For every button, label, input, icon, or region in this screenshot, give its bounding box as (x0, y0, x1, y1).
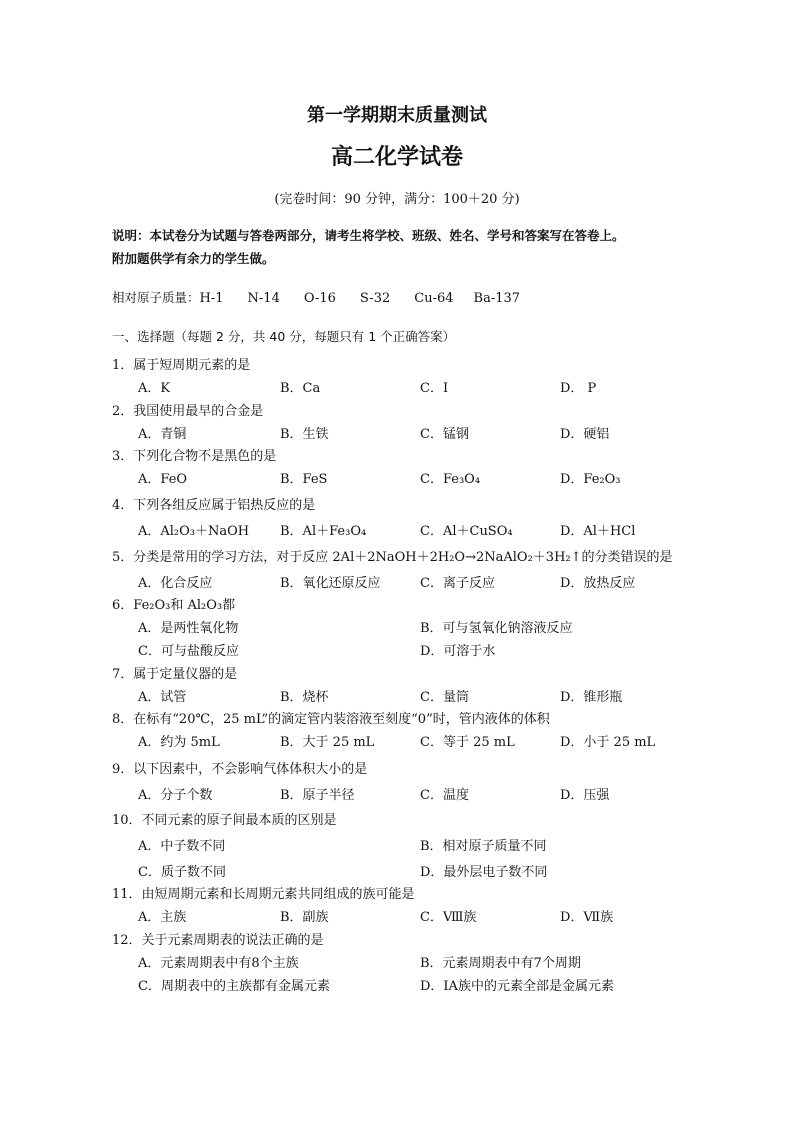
option-a: A．约为 5mL (138, 735, 220, 750)
question-stem: 12．关于元素周期表的说法正确的是 (112, 933, 324, 948)
option-d: D．Fe₂O₃ (560, 472, 621, 487)
option-a: A．青铜 (138, 427, 187, 442)
option-b: B．Al＋Fe₃O₄ (280, 524, 367, 539)
option-a: A．K (138, 381, 171, 396)
option-d: D．锥形瓶 (560, 690, 623, 705)
question-stem: 8．在标有“20℃，25 mL”的滴定管内装溶液至刻度“0”时，管内液体的体积 (112, 712, 550, 727)
atomic-mass-line (112, 289, 520, 307)
atomic-mass-item: O-16 (303, 291, 336, 306)
section-heading: 一、选择题（每题 2 分，共 40 分，每题只有 1 个正确答案） (112, 329, 456, 344)
option-a: A．元素周期表中有8个主族 (138, 956, 299, 971)
atomic-mass-item: H-1 (199, 291, 224, 306)
question-stem: 6．Fe₂O₃和 Al₂O₃都 (112, 598, 236, 613)
exam-subtitle: 高二化学试卷 (330, 145, 463, 170)
atomic-mass-label: 相对原子质量： (112, 290, 200, 305)
option-b: B．元素周期表中有7个周期 (420, 956, 581, 971)
option-c: C．Ⅷ族 (420, 910, 477, 925)
option-d: D．放热反应 (560, 576, 636, 591)
option-c: C．等于 25 mL (420, 735, 515, 750)
option-a: A．FeO (138, 472, 188, 487)
option-d: D．IA族中的元素全部是金属元素 (420, 979, 614, 994)
option-b: B．氧化还原反应 (280, 576, 381, 591)
option-a: A．化合反应 (138, 576, 213, 591)
option-d: D．小于 25 mL (560, 735, 656, 750)
option-c: C．温度 (420, 788, 469, 803)
option-c: C．可与盐酸反应 (138, 644, 239, 659)
option-b: B．副族 (280, 910, 329, 925)
option-a: A．主族 (138, 910, 187, 925)
option-d: D．硬铝 (560, 427, 610, 442)
option-b: B．Ca (280, 381, 321, 396)
option-d: D．Ⅶ族 (560, 910, 614, 925)
option-a: A．Al₂O₃＋NaOH (138, 524, 250, 539)
option-a: A．试管 (138, 690, 187, 705)
option-b: B．FeS (280, 472, 328, 487)
question-stem: 9．以下因素中，不会影响气体体积大小的是 (112, 762, 368, 777)
exam-title: 第一学期期末质量测试 (307, 105, 487, 126)
option-a: A．分子个数 (138, 788, 213, 803)
option-c: C．周期表中的主族都有金属元素 (138, 979, 330, 994)
option-c: C．质子数不同 (138, 865, 226, 880)
option-d: D．可溶于水 (420, 644, 496, 659)
atomic-mass-item: S-32 (359, 291, 391, 306)
option-c: C．I (420, 381, 449, 396)
note-line-1: 说明：本试卷分为试题与答卷两部分，请考生将学校、班级、姓名、学号和答案写在答卷上。 (112, 228, 625, 243)
option-d: D．压强 (560, 788, 610, 803)
question-stem: 2．我国使用最早的合金是 (112, 404, 264, 419)
option-b: B．烧杯 (280, 690, 329, 705)
option-c: C．Fe₃O₄ (420, 472, 481, 487)
atomic-mass-item: Ba-137 (473, 291, 521, 306)
option-b: B．大于 25 mL (280, 735, 375, 750)
option-b: B．原子半径 (280, 788, 355, 803)
option-d: D． P (560, 381, 597, 396)
atomic-mass-item: N-14 (247, 291, 280, 306)
option-c: C．Al＋CuSO₄ (420, 524, 513, 539)
option-b: B．生铁 (280, 427, 329, 442)
question-stem: 7．属于定量仪器的是 (112, 667, 238, 682)
option-d: D．最外层电子数不同 (420, 865, 548, 880)
option-c: C．离子反应 (420, 576, 495, 591)
question-stem: 5．分类是常用的学习方法，对于反应 2Al＋2NaOH＋2H₂O→2NaAlO₂＋3H₂↑的分类错误的是 (112, 550, 673, 565)
exam-info: (完卷时间：90 分钟，满分：100＋20 分) (274, 192, 520, 207)
option-c: C．量筒 (420, 690, 469, 705)
option-a: A．中子数不同 (138, 839, 226, 854)
option-c: C．锰钢 (420, 427, 469, 442)
option-d: D．Al＋HCl (560, 524, 636, 539)
question-stem: 10．不同元素的原子间最本质的区别是 (112, 813, 337, 828)
note-line-2: 附加题供学有余力的学生做。 (112, 251, 275, 266)
question-stem: 1．属于短周期元素的是 (112, 358, 251, 373)
option-b: B．相对原子质量不同 (420, 839, 547, 854)
question-stem: 11．由短周期元素和长周期元素共同组成的族可能是 (112, 887, 415, 902)
question-stem: 4．下列各组反应属于铝热反应的是 (112, 498, 316, 513)
option-a: A．是两性氧化物 (138, 621, 239, 636)
option-b: B．可与氢氧化钠溶液反应 (420, 621, 573, 636)
atomic-mass-item: Cu-64 (414, 291, 454, 306)
question-stem: 3．下列化合物不是黑色的是 (112, 449, 277, 464)
